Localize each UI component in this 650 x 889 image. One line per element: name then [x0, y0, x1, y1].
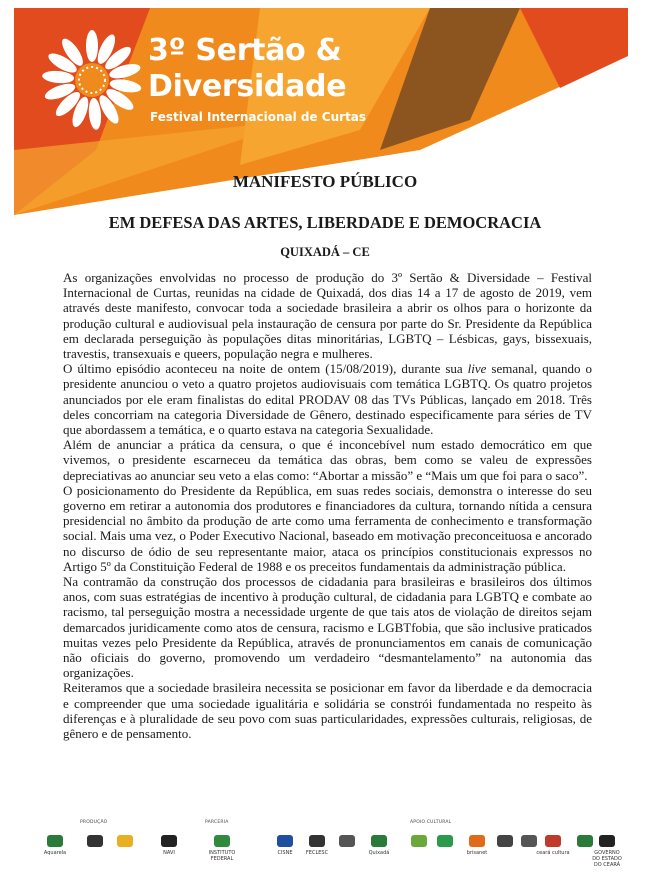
- sponsor-logo-icon: [338, 834, 356, 848]
- sponsor-logo: [330, 834, 364, 850]
- sponsor-logo: [205, 834, 239, 862]
- manifesto-heading: MANIFESTO PÚBLICO: [232, 172, 418, 191]
- sponsor-logo-label: brisanet: [466, 850, 488, 856]
- sponsor-logo-label: Aquarela: [43, 850, 67, 856]
- sponsor-logo-label: NAVI: [163, 850, 175, 856]
- paragraph: Além de anunciar a prática da censura, o que é inconcebível num estado democrático em que vivemos, o presidente escarneceu da temática das obras, bem como se valeu de expressões depreciativas ao anunciar seu veto a elas como: “Abortar a missão” e “Mais um que foi para o saco”.: [63, 437, 592, 483]
- location-line: QUIXADÁ – CE: [280, 245, 370, 259]
- sponsor-logo-icon: [86, 834, 104, 848]
- section-label-parceria: PARCERIA: [205, 820, 229, 825]
- paragraph: Reiteramos que a sociedade brasileira necessita se posicionar em favor da liberdade e da democracia e compreender que uma sociedade igualitária e solidária se constrói fundamentada no respeito às diferenças e à pluralidade de seu povo com suas particularidades, expressões culturais, religiosas, de gênero e de pensamento.: [63, 680, 592, 742]
- paragraph: O posicionamento do Presidente da República, em suas redes sociais, demonstra o interesse do seu governo em retirar a autonomia dos produtores e financiadores da cultura, tornando nítida a censura presidencial no âmbito da produção de arte como uma ferramenta de conhecimento e transformação social. Mais uma vez, o Poder Executivo Nacional, baseado em motivação preconceituosa e ancorado no discurso de ódio de seu representante maior, ataca os princípios constitucionais expressos no Artigo 5º da Constituição Federal de 1988 e os preceitos fundamentais da administração pública.: [63, 482, 592, 574]
- manifesto-body: [63, 270, 592, 741]
- sponsor-logo-icon: [370, 834, 388, 848]
- festival-title-line2: Diversidade: [148, 69, 347, 104]
- sponsor-logo: [108, 834, 142, 850]
- sponsor-logo-icon: [116, 834, 134, 848]
- section-label-apoio: APOIO CULTURAL: [410, 820, 452, 825]
- sponsor-logo-icon: [160, 834, 178, 848]
- sponsor-logo: [536, 834, 570, 856]
- sponsor-logo-icon: [276, 834, 294, 848]
- defense-heading: EM DEFESA DAS ARTES, LIBERDADE E DEMOCRACIA: [108, 213, 542, 232]
- paragraph: Na contramão da construção dos processos de cidadania para brasileiras e brasileiros dos últimos anos, com suas estratégias de incentivo à produção cultural, de cidadania para LGBTQ e combate ao racismo, tal perseguição mostra a necessidade urgente de que tais atos de violação de direitos sejam demarcados juridicamente como atos de censura, racismo e LGBTfobia, que são inclusive praticados muitas vezes pelo Presidente da República, através de pronunciamentos em canais de comunicação não oficiais do governo, promovendo um verdadeiro “desmantelamento” na autonomia das organizações.: [63, 574, 592, 681]
- sponsor-logo-icon: [308, 834, 326, 848]
- sponsor-logo-label: FECLESC: [305, 850, 329, 856]
- paragraph: As organizações envolvidas no processo de produção do 3º Sertão & Diversidade – Festival Internacional de Curtas, reunidas na cidade de Quixadá, dos dias 14 a 17 de agosto de 2019, vem através deste manifesto, convocar toda a sociedade brasileira a abrir os olhos para o horizonte da produção cultural e audiovisual pela instauração de censura por parte do Sr. Presidente da República em declarada perseguição às populações ditas minoritárias, LGBTQ – Lésbicas, gays, bissexuais, travestis, transexuais e queers, população negra e mulheres.: [63, 270, 592, 362]
- festival-subtitle: Festival Internacional de Curtas: [150, 110, 367, 124]
- sponsor-logo: [78, 834, 112, 850]
- sponsor-logo: [38, 834, 72, 856]
- sponsor-logo: [152, 834, 186, 856]
- sponsor-logo-icon: [46, 834, 64, 848]
- paragraph: O último episódio aconteceu na noite de ontem (15/08/2019), durante sua live semanal, quando o presidente anunciou o veto a quatro projetos audiovisuais com temática LGBTQ. Os quatro projetos anunciados por ele eram finalistas do edital PRODAV 08 das TVs Públicas, lançado em 2018. Três deles concorriam na categoria Diversidade de Gênero, destinado especificamente para séries de TV que abordassem a temática, e o quarto estava na categoria Sexualidade.: [63, 361, 592, 438]
- sponsor-logo-label: INSTITUTO FEDERAL: [208, 850, 236, 862]
- sponsor-logo-label: GOVERNO DO ESTADO DO CEARÁ: [592, 850, 622, 868]
- sponsor-logo: [268, 834, 302, 856]
- italic-word: live: [467, 361, 487, 377]
- sponsor-logo-icon: [410, 834, 428, 848]
- sponsor-logo-icon: [544, 834, 562, 848]
- sponsor-footer: [30, 818, 620, 873]
- sponsor-logo-icon: [598, 834, 616, 848]
- sponsor-logo-icon: [436, 834, 454, 848]
- sponsor-logo-icon: [213, 834, 231, 848]
- sponsor-logo: [362, 834, 396, 856]
- sponsor-logo-label: ceará cultura: [536, 850, 570, 856]
- festival-title-line1: 3º Sertão &: [148, 33, 342, 68]
- sponsor-logo-icon: [468, 834, 486, 848]
- sponsor-logo-label: CISNE: [277, 850, 293, 856]
- sponsor-logo-label: Quixadá: [368, 850, 390, 856]
- sponsor-logo: [428, 834, 462, 850]
- section-label-producao: PRODUÇÃO: [80, 820, 108, 825]
- sponsor-logo: [590, 834, 624, 868]
- sponsor-logo: [300, 834, 334, 856]
